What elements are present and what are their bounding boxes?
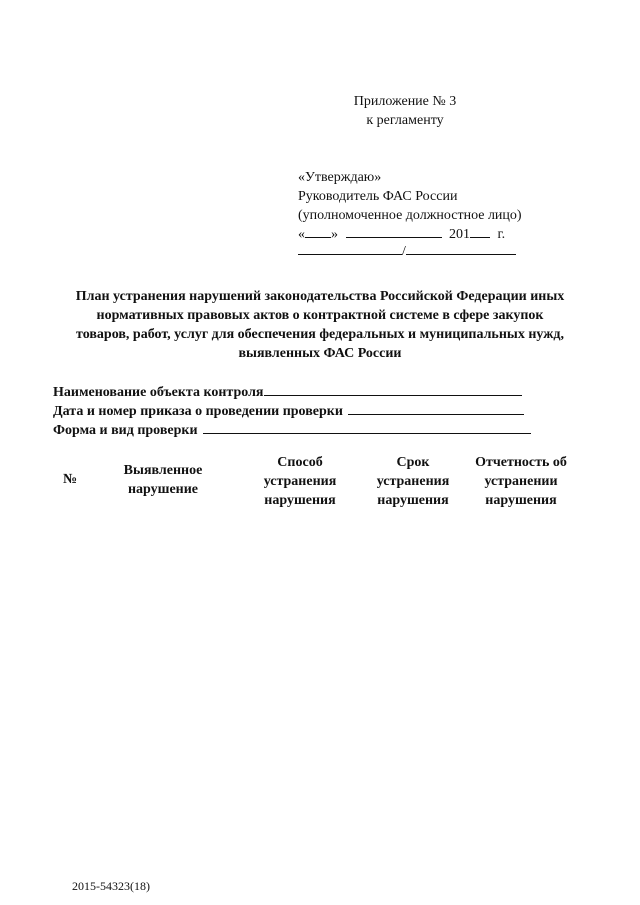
table-header-deadline — [360, 453, 466, 510]
plan-title-line: выявленных ФАС России — [238, 346, 402, 361]
appendix-reference: к регламенту — [366, 113, 444, 128]
year-prefix: 201 — [449, 227, 470, 242]
control-object-blank[interactable] — [264, 383, 522, 396]
date-close-quote: » — [331, 227, 338, 242]
approval-block — [298, 168, 558, 261]
inspection-form-blank[interactable] — [203, 421, 531, 434]
appendix-number: Приложение № 3 — [353, 94, 457, 109]
approval-note: (уполномоченное должностное лицо) — [298, 208, 522, 223]
table-header-violation — [108, 461, 218, 499]
signature-blank[interactable] — [298, 242, 402, 255]
document-number: 2015-54323(18) — [72, 879, 150, 893]
header-line: нарушения — [485, 493, 557, 508]
field-control-object — [53, 383, 553, 402]
date-open-quote: « — [298, 227, 305, 242]
header-line: устранения — [376, 474, 450, 489]
appendix-block — [340, 92, 470, 130]
signature-separator: / — [402, 244, 406, 259]
field-label: Форма и вид проверки — [53, 423, 198, 438]
approval-signature-line — [298, 242, 558, 261]
order-date-number-blank[interactable] — [348, 402, 524, 415]
header-line: нарушения — [264, 493, 336, 508]
field-order-date-number — [53, 402, 553, 421]
header-line: Отчетность об — [475, 455, 567, 470]
year-blank[interactable] — [470, 225, 490, 238]
header-line: нарушение — [127, 482, 199, 497]
inspection-fields — [53, 383, 553, 440]
field-label: Наименование объекта контроля — [53, 385, 264, 400]
header-line: нарушения — [377, 493, 449, 508]
header-line: Срок — [396, 455, 430, 470]
day-blank[interactable] — [305, 225, 331, 238]
header-line: № — [62, 472, 78, 487]
table-header-reporting — [466, 453, 576, 510]
name-blank[interactable] — [406, 242, 516, 255]
plan-title-line: План устранения нарушений законодательства Российской Федерации иных — [75, 289, 565, 304]
plan-title-line: нормативных правовых актов о контрактной системе в сфере закупок — [96, 308, 544, 323]
plan-title — [40, 287, 600, 363]
approval-title: «Утверждаю» — [298, 170, 382, 185]
approval-position: Руководитель ФАС России — [298, 189, 458, 204]
field-label: Дата и номер приказа о проведении проверки — [53, 404, 343, 419]
header-line: Способ — [277, 455, 323, 470]
field-inspection-form — [53, 421, 553, 440]
year-suffix: г. — [497, 227, 506, 242]
plan-title-line: товаров, работ, услуг для обеспечения федеральных и муниципальных нужд, — [76, 327, 564, 342]
table-header-number — [50, 470, 90, 489]
month-blank[interactable] — [346, 225, 442, 238]
table-header-method — [245, 453, 355, 510]
header-line: устранении — [484, 474, 558, 489]
header-line: Выявленное — [123, 463, 203, 478]
header-line: устранения — [263, 474, 337, 489]
